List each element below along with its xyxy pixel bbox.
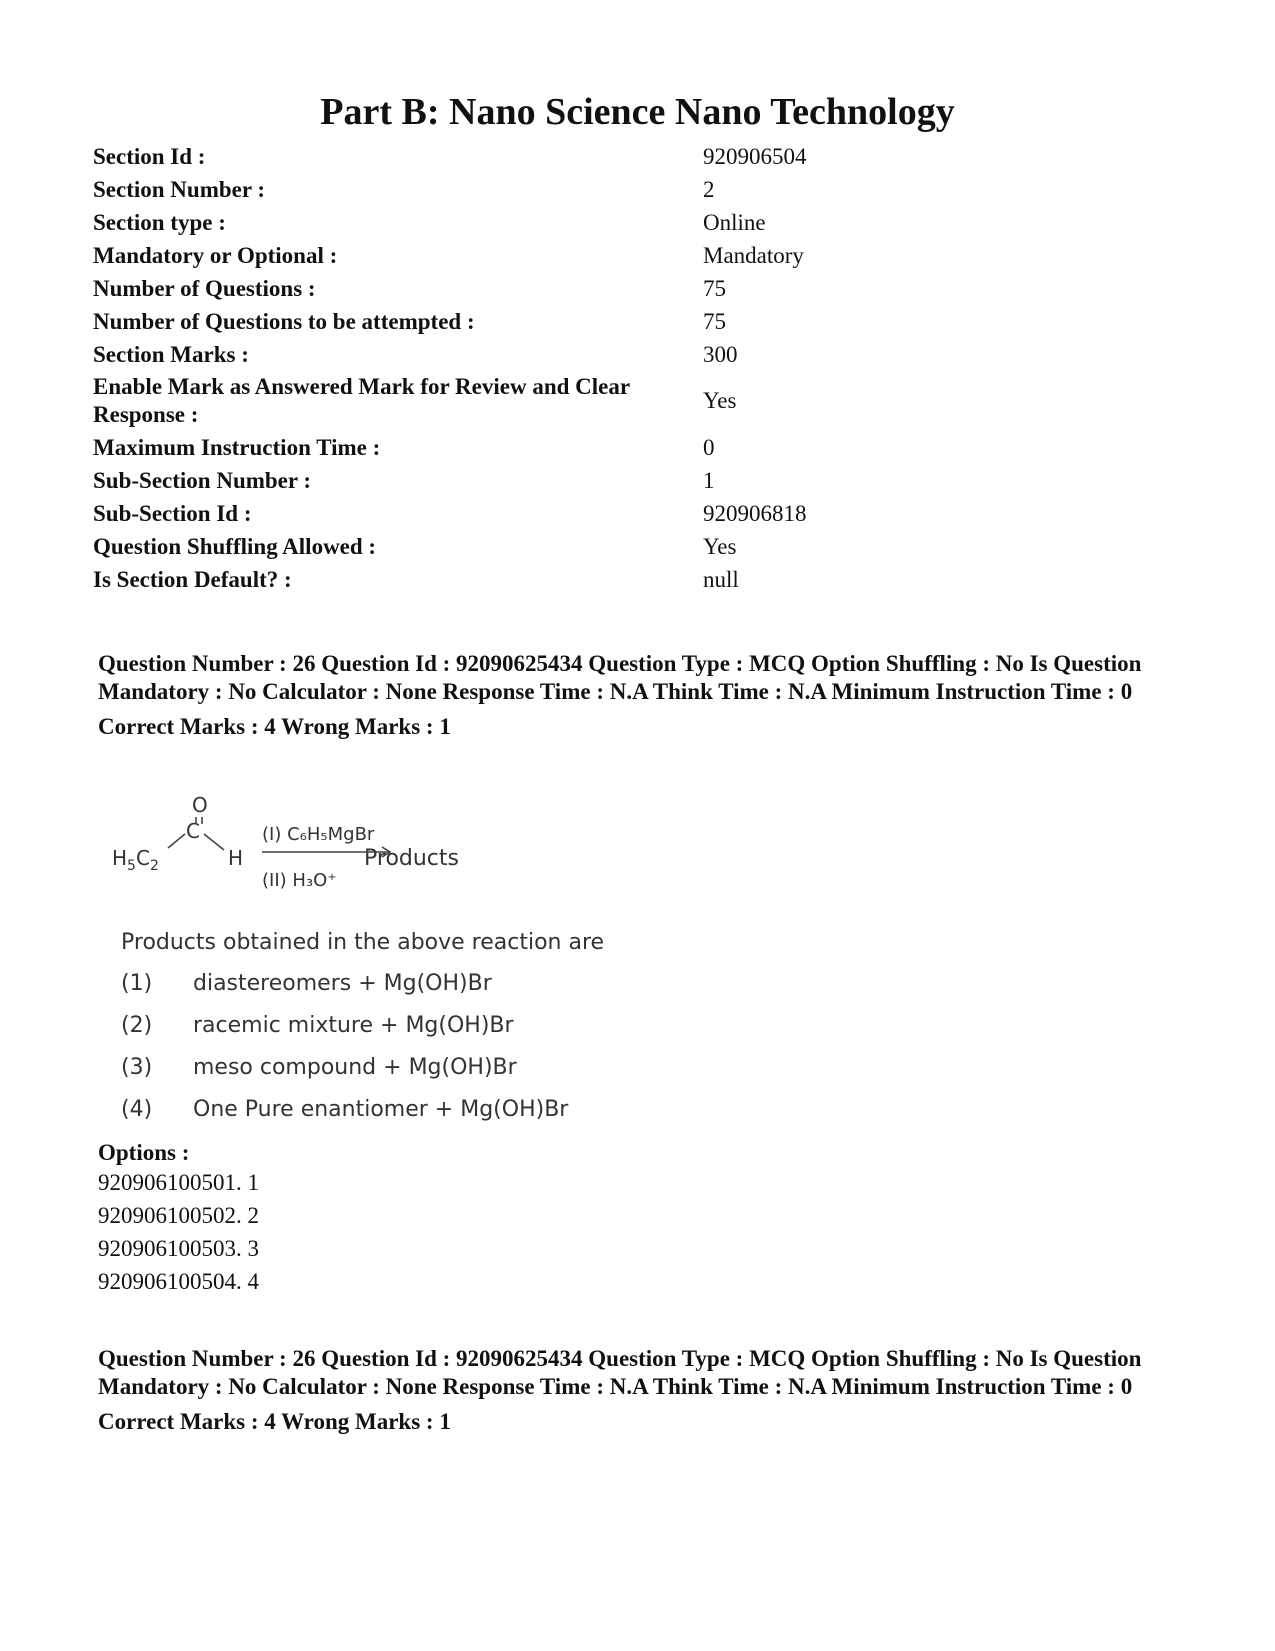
choice-text: One Pure enantiomer + Mg(OH)Br <box>193 1097 569 1122</box>
choice-number: (3) <box>121 1055 153 1080</box>
meta-value: Yes <box>703 388 737 413</box>
question-block <box>98 1345 1178 1435</box>
choice-text: diastereomers + Mg(OH)Br <box>193 971 492 996</box>
meta-key: Section Id : <box>93 143 206 169</box>
choice-number: (4) <box>121 1097 153 1122</box>
questions-attempted-row <box>93 305 1193 338</box>
section-number-row <box>93 173 1193 206</box>
meta-value: 920906818 <box>703 500 807 526</box>
section-id-row <box>93 140 1193 173</box>
section-default-row <box>93 563 1193 596</box>
question-block <box>98 650 1178 740</box>
section-marks-row <box>93 338 1193 371</box>
meta-value: 75 <box>703 275 726 301</box>
choice-number: (1) <box>121 971 153 996</box>
meta-key: Enable Mark as Answered Mark for Review and Clear Response : <box>93 374 630 427</box>
meta-key: Is Section Default? : <box>93 566 292 592</box>
enable-mark-row <box>93 371 1193 431</box>
question-marks: Correct Marks : 4 Wrong Marks : 1 <box>98 1409 451 1434</box>
question-header: Question Number : 26 Question Id : 92090625434 Question Type : MCQ Option Shuffling : No Is Question Mandatory : No Calculator : None Response Time : N.A Think Time : N.A Minimum Instruction Time : 0 <box>98 651 1142 704</box>
choice-text: racemic mixture + Mg(OH)Br <box>193 1013 514 1038</box>
choice-text: meso compound + Mg(OH)Br <box>193 1055 517 1080</box>
bond-right <box>204 834 224 850</box>
reagent-1: (I) C₆H₅MgBr <box>262 824 375 845</box>
options-title: Options : <box>98 1140 190 1165</box>
meta-value: Online <box>703 209 766 235</box>
number-of-questions-row <box>93 272 1193 305</box>
section-type-row <box>93 206 1193 239</box>
meta-key: Section type : <box>93 209 226 235</box>
meta-value: 75 <box>703 308 726 334</box>
products-label: Products <box>364 846 459 871</box>
option-item: 920906100504. 4 <box>98 1269 259 1294</box>
option-item: 920906100501. 1 <box>98 1170 259 1195</box>
choice-item <box>121 1055 517 1080</box>
meta-key: Sub-Section Number : <box>93 467 312 493</box>
choice-item <box>121 971 492 996</box>
oxygen-atom: O <box>192 793 208 817</box>
meta-value: 0 <box>703 434 715 460</box>
meta-key: Maximum Instruction Time : <box>93 434 381 460</box>
option-item: 920906100502. 2 <box>98 1203 259 1228</box>
max-instruction-time-row <box>93 431 1193 464</box>
meta-key: Number of Questions : <box>93 275 316 301</box>
meta-value: 300 <box>703 341 738 367</box>
question-header: Question Number : 26 Question Id : 92090625434 Question Type : MCQ Option Shuffling : No Is Question Mandatory : No Calculator : None Response Time : N.A Think Time : N.A Minimum Instruction Time : 0 <box>98 1346 1142 1399</box>
meta-value: 1 <box>703 467 715 493</box>
choice-item <box>121 1013 514 1038</box>
section-info-table <box>93 140 1193 596</box>
meta-value: null <box>703 566 739 592</box>
question-prompt: Products obtained in the above reaction are <box>121 930 605 955</box>
bond-left <box>168 834 185 848</box>
sub-section-number-row <box>93 464 1193 497</box>
meta-key: Number of Questions to be attempted : <box>93 308 475 334</box>
meta-key: Mandatory or Optional : <box>93 242 338 268</box>
meta-key: Section Number : <box>93 176 266 202</box>
choice-number: (2) <box>121 1013 153 1038</box>
reagent-2: (II) H₃O⁺ <box>262 870 337 891</box>
page-title: Part B: Nano Science Nano Technology <box>320 91 955 133</box>
meta-value: 920906504 <box>703 143 807 169</box>
ethyl-group: $H_5C_2$ <box>112 846 159 874</box>
question-shuffling-row <box>93 530 1193 563</box>
options-block <box>98 1140 1178 1298</box>
reaction-scheme <box>112 790 632 900</box>
meta-key: Sub-Section Id : <box>93 500 252 526</box>
meta-value: Mandatory <box>703 242 804 268</box>
choice-item <box>121 1097 568 1122</box>
sub-section-id-row <box>93 497 1193 530</box>
meta-key: Section Marks : <box>93 341 249 367</box>
mandatory-row <box>93 239 1193 272</box>
option-item: 920906100503. 3 <box>98 1236 259 1261</box>
carbon-atom: C <box>186 819 200 843</box>
question-marks: Correct Marks : 4 Wrong Marks : 1 <box>98 714 451 739</box>
meta-value: 2 <box>703 176 715 202</box>
hydrogen-atom: H <box>228 846 244 870</box>
meta-key: Question Shuffling Allowed : <box>93 533 377 559</box>
question-figure <box>112 790 632 1140</box>
meta-value: Yes <box>703 533 737 559</box>
